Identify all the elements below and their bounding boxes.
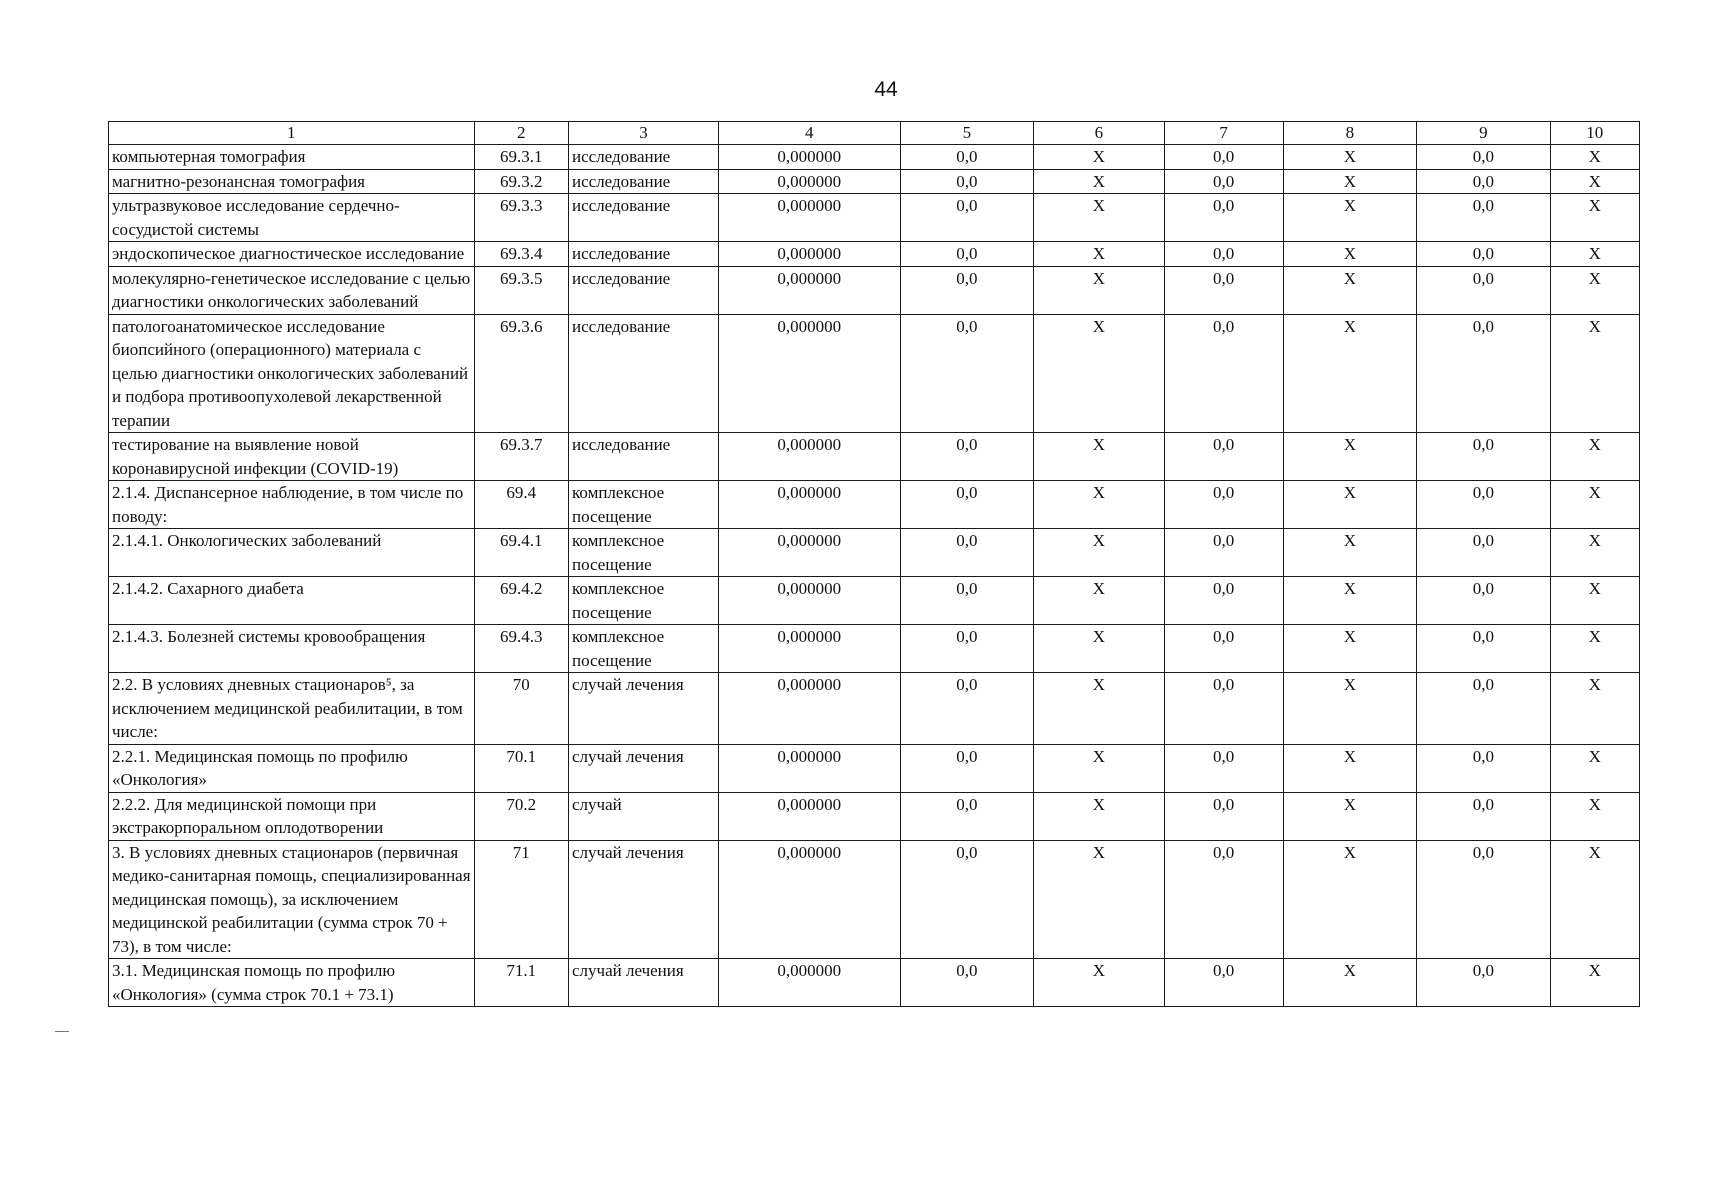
row-value-col9: 0,0 xyxy=(1417,433,1550,481)
row-value-col4: 0,000000 xyxy=(718,433,900,481)
row-unit-cell: исследование xyxy=(569,169,719,194)
row-value-col9: 0,0 xyxy=(1417,145,1550,170)
row-value-col9: 0,0 xyxy=(1417,314,1550,433)
row-value-col10: X xyxy=(1550,266,1639,314)
row-value-col7: 0,0 xyxy=(1164,840,1283,959)
page-number: 44 xyxy=(874,78,898,101)
row-value-col8: X xyxy=(1283,840,1416,959)
row-code-cell: 70.1 xyxy=(474,744,568,792)
row-value-col8: X xyxy=(1283,194,1416,242)
row-value-col10: X xyxy=(1550,625,1639,673)
column-header: 3 xyxy=(569,122,719,145)
row-value-col6: X xyxy=(1034,625,1164,673)
row-value-col4: 0,000000 xyxy=(718,625,900,673)
row-code-cell: 70 xyxy=(474,673,568,745)
row-value-col10: X xyxy=(1550,529,1639,577)
row-value-col4: 0,000000 xyxy=(718,481,900,529)
row-value-col10: X xyxy=(1550,577,1639,625)
row-code-cell: 71 xyxy=(474,840,568,959)
row-value-col4: 0,000000 xyxy=(718,314,900,433)
row-value-col4: 0,000000 xyxy=(718,673,900,745)
row-value-col5: 0,0 xyxy=(900,481,1033,529)
row-value-col6: X xyxy=(1034,840,1164,959)
column-header: 1 xyxy=(109,122,475,145)
column-header: 6 xyxy=(1034,122,1164,145)
row-value-col4: 0,000000 xyxy=(718,145,900,170)
row-value-col5: 0,0 xyxy=(900,266,1033,314)
row-value-col9: 0,0 xyxy=(1417,529,1550,577)
row-value-col8: X xyxy=(1283,145,1416,170)
row-value-col8: X xyxy=(1283,577,1416,625)
row-unit-cell: случай лечения xyxy=(569,840,719,959)
row-value-col4: 0,000000 xyxy=(718,959,900,1007)
row-value-col8: X xyxy=(1283,169,1416,194)
row-value-col8: X xyxy=(1283,673,1416,745)
row-code-cell: 69.3.6 xyxy=(474,314,568,433)
row-value-col10: X xyxy=(1550,145,1639,170)
row-unit-cell: исследование xyxy=(569,314,719,433)
row-value-col10: X xyxy=(1550,314,1639,433)
row-name-cell: 2.2.2. Для медицинской помощи при экстракорпоральном оплодотворении xyxy=(109,792,475,840)
row-value-col7: 0,0 xyxy=(1164,314,1283,433)
row-value-col9: 0,0 xyxy=(1417,744,1550,792)
row-name-cell: эндоскопическое диагностическое исследование xyxy=(109,242,475,267)
row-value-col7: 0,0 xyxy=(1164,673,1283,745)
row-value-col5: 0,0 xyxy=(900,577,1033,625)
row-value-col9: 0,0 xyxy=(1417,840,1550,959)
row-value-col10: X xyxy=(1550,959,1639,1007)
row-value-col10: X xyxy=(1550,242,1639,267)
row-value-col8: X xyxy=(1283,433,1416,481)
column-number-row xyxy=(109,122,1640,145)
row-value-col9: 0,0 xyxy=(1417,169,1550,194)
row-name-cell: 2.2.1. Медицинская помощь по профилю «Онкология» xyxy=(109,744,475,792)
row-value-col5: 0,0 xyxy=(900,673,1033,745)
row-value-col6: X xyxy=(1034,266,1164,314)
row-value-col9: 0,0 xyxy=(1417,577,1550,625)
column-header: 5 xyxy=(900,122,1033,145)
row-value-col7: 0,0 xyxy=(1164,145,1283,170)
row-value-col5: 0,0 xyxy=(900,242,1033,267)
table-row xyxy=(109,959,1640,1007)
table-row xyxy=(109,625,1640,673)
row-name-cell: магнитно-резонансная томография xyxy=(109,169,475,194)
row-value-col9: 0,0 xyxy=(1417,481,1550,529)
row-value-col7: 0,0 xyxy=(1164,194,1283,242)
row-code-cell: 69.4.3 xyxy=(474,625,568,673)
margin-mark xyxy=(55,1031,69,1032)
row-value-col9: 0,0 xyxy=(1417,625,1550,673)
row-value-col7: 0,0 xyxy=(1164,529,1283,577)
row-value-col8: X xyxy=(1283,959,1416,1007)
row-value-col6: X xyxy=(1034,529,1164,577)
row-unit-cell: комплексное посещение xyxy=(569,577,719,625)
row-code-cell: 69.4.1 xyxy=(474,529,568,577)
row-value-col7: 0,0 xyxy=(1164,792,1283,840)
row-value-col4: 0,000000 xyxy=(718,529,900,577)
row-value-col6: X xyxy=(1034,792,1164,840)
table-row xyxy=(109,433,1640,481)
table-row xyxy=(109,792,1640,840)
row-name-cell: 2.2. В условиях дневных стационаров⁵, за исключением медицинской реабилитации, в том числе: xyxy=(109,673,475,745)
table-row xyxy=(109,266,1640,314)
row-value-col5: 0,0 xyxy=(900,840,1033,959)
row-value-col7: 0,0 xyxy=(1164,625,1283,673)
row-code-cell: 69.3.1 xyxy=(474,145,568,170)
column-header: 9 xyxy=(1417,122,1550,145)
row-value-col7: 0,0 xyxy=(1164,481,1283,529)
row-value-col5: 0,0 xyxy=(900,792,1033,840)
row-value-col8: X xyxy=(1283,242,1416,267)
row-unit-cell: случай xyxy=(569,792,719,840)
row-value-col6: X xyxy=(1034,169,1164,194)
row-name-cell: патологоанатомическое исследование биопсийного (операционного) материала с целью диагностики онкологических заболеваний и подбора противоопухолевой лекарственной терапии xyxy=(109,314,475,433)
row-value-col7: 0,0 xyxy=(1164,266,1283,314)
row-value-col5: 0,0 xyxy=(900,959,1033,1007)
row-name-cell: 2.1.4.3. Болезней системы кровообращения xyxy=(109,625,475,673)
row-unit-cell: комплексное посещение xyxy=(569,625,719,673)
row-value-col6: X xyxy=(1034,194,1164,242)
row-value-col8: X xyxy=(1283,266,1416,314)
row-code-cell: 69.4.2 xyxy=(474,577,568,625)
row-value-col9: 0,0 xyxy=(1417,266,1550,314)
row-unit-cell: случай лечения xyxy=(569,959,719,1007)
row-value-col4: 0,000000 xyxy=(718,744,900,792)
row-value-col4: 0,000000 xyxy=(718,169,900,194)
row-value-col6: X xyxy=(1034,744,1164,792)
row-value-col5: 0,0 xyxy=(900,744,1033,792)
row-code-cell: 69.3.5 xyxy=(474,266,568,314)
table-row xyxy=(109,744,1640,792)
row-unit-cell: исследование xyxy=(569,433,719,481)
row-unit-cell: исследование xyxy=(569,194,719,242)
row-unit-cell: комплексное посещение xyxy=(569,481,719,529)
row-value-col10: X xyxy=(1550,792,1639,840)
row-value-col4: 0,000000 xyxy=(718,242,900,267)
row-value-col6: X xyxy=(1034,673,1164,745)
row-unit-cell: исследование xyxy=(569,145,719,170)
table-row xyxy=(109,194,1640,242)
row-value-col8: X xyxy=(1283,481,1416,529)
row-name-cell: компьютерная томография xyxy=(109,145,475,170)
row-value-col8: X xyxy=(1283,792,1416,840)
row-value-col10: X xyxy=(1550,481,1639,529)
row-value-col10: X xyxy=(1550,744,1639,792)
row-value-col8: X xyxy=(1283,314,1416,433)
table-row xyxy=(109,840,1640,959)
row-name-cell: молекулярно-генетическое исследование с целью диагностики онкологических заболеваний xyxy=(109,266,475,314)
row-unit-cell: случай лечения xyxy=(569,673,719,745)
row-value-col10: X xyxy=(1550,433,1639,481)
row-value-col4: 0,000000 xyxy=(718,194,900,242)
row-value-col6: X xyxy=(1034,433,1164,481)
column-header: 4 xyxy=(718,122,900,145)
row-value-col7: 0,0 xyxy=(1164,433,1283,481)
row-value-col6: X xyxy=(1034,314,1164,433)
row-value-col5: 0,0 xyxy=(900,194,1033,242)
row-value-col7: 0,0 xyxy=(1164,169,1283,194)
row-name-cell: 2.1.4.2. Сахарного диабета xyxy=(109,577,475,625)
row-code-cell: 69.3.3 xyxy=(474,194,568,242)
column-header: 10 xyxy=(1550,122,1639,145)
row-name-cell: 3. В условиях дневных стационаров (первичная медико-санитарная помощь, специализированная медицинская помощь), за исключением медицинской реабилитации (сумма строк 70 + 73), в том числе: xyxy=(109,840,475,959)
row-value-col6: X xyxy=(1034,577,1164,625)
row-value-col9: 0,0 xyxy=(1417,959,1550,1007)
row-value-col10: X xyxy=(1550,169,1639,194)
row-name-cell: 2.1.4. Диспансерное наблюдение, в том числе по поводу: xyxy=(109,481,475,529)
table-body xyxy=(109,122,1640,1007)
row-name-cell: 2.1.4.1. Онкологических заболеваний xyxy=(109,529,475,577)
row-value-col7: 0,0 xyxy=(1164,577,1283,625)
row-code-cell: 69.4 xyxy=(474,481,568,529)
table-row xyxy=(109,529,1640,577)
column-header: 7 xyxy=(1164,122,1283,145)
row-value-col5: 0,0 xyxy=(900,314,1033,433)
data-table xyxy=(108,121,1640,1007)
row-value-col9: 0,0 xyxy=(1417,792,1550,840)
column-header: 8 xyxy=(1283,122,1416,145)
row-name-cell: ультразвуковое исследование сердечно-сосудистой системы xyxy=(109,194,475,242)
row-value-col5: 0,0 xyxy=(900,433,1033,481)
row-value-col5: 0,0 xyxy=(900,169,1033,194)
row-value-col8: X xyxy=(1283,625,1416,673)
row-value-col7: 0,0 xyxy=(1164,959,1283,1007)
row-value-col6: X xyxy=(1034,481,1164,529)
row-value-col5: 0,0 xyxy=(900,145,1033,170)
row-value-col5: 0,0 xyxy=(900,529,1033,577)
row-name-cell: тестирование на выявление новой коронавирусной инфекции (COVID-19) xyxy=(109,433,475,481)
row-value-col10: X xyxy=(1550,194,1639,242)
row-value-col4: 0,000000 xyxy=(718,266,900,314)
row-code-cell: 71.1 xyxy=(474,959,568,1007)
row-code-cell: 69.3.4 xyxy=(474,242,568,267)
row-value-col4: 0,000000 xyxy=(718,577,900,625)
row-value-col7: 0,0 xyxy=(1164,744,1283,792)
row-name-cell: 3.1. Медицинская помощь по профилю «Онкология» (сумма строк 70.1 + 73.1) xyxy=(109,959,475,1007)
row-value-col4: 0,000000 xyxy=(718,840,900,959)
table-row xyxy=(109,673,1640,745)
row-value-col10: X xyxy=(1550,840,1639,959)
column-header: 2 xyxy=(474,122,568,145)
row-unit-cell: случай лечения xyxy=(569,744,719,792)
row-value-col8: X xyxy=(1283,529,1416,577)
row-code-cell: 70.2 xyxy=(474,792,568,840)
table-row xyxy=(109,242,1640,267)
row-value-col4: 0,000000 xyxy=(718,792,900,840)
row-value-col6: X xyxy=(1034,145,1164,170)
table-row xyxy=(109,145,1640,170)
row-value-col7: 0,0 xyxy=(1164,242,1283,267)
row-value-col9: 0,0 xyxy=(1417,194,1550,242)
row-unit-cell: комплексное посещение xyxy=(569,529,719,577)
table-row xyxy=(109,481,1640,529)
row-code-cell: 69.3.7 xyxy=(474,433,568,481)
row-value-col8: X xyxy=(1283,744,1416,792)
row-value-col6: X xyxy=(1034,242,1164,267)
row-value-col10: X xyxy=(1550,673,1639,745)
row-value-col6: X xyxy=(1034,959,1164,1007)
row-value-col9: 0,0 xyxy=(1417,242,1550,267)
row-unit-cell: исследование xyxy=(569,242,719,267)
table-row xyxy=(109,314,1640,433)
row-value-col9: 0,0 xyxy=(1417,673,1550,745)
row-value-col5: 0,0 xyxy=(900,625,1033,673)
row-unit-cell: исследование xyxy=(569,266,719,314)
row-code-cell: 69.3.2 xyxy=(474,169,568,194)
table-row xyxy=(109,577,1640,625)
table-row xyxy=(109,169,1640,194)
